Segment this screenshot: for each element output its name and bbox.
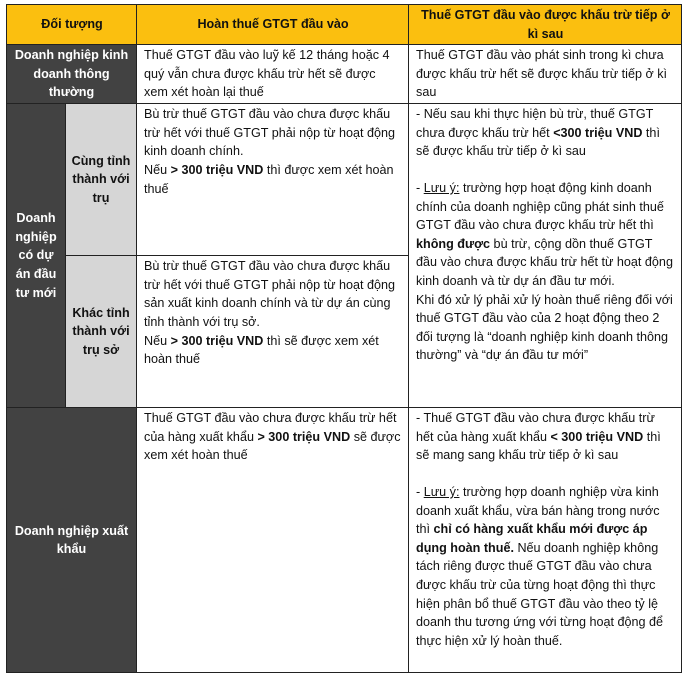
label-other-province: Khác tỉnh thành với trụ sở <box>66 256 137 408</box>
same-province-refund-condition: Nếu > 300 triệu VND thì được xem xét hoàn thuế <box>144 162 394 196</box>
project-carry-p1: - Nếu sau khi thực hiện bù trừ, thuế GTGT chưa được khấu trừ hết <300 triệu VND thì sẽ được khấu trừ tiếp ở kì sau <box>416 107 660 159</box>
project-carry-p3: Khi đó xử lý phải xử lý hoàn thuế riêng đối với thuế GTGT đầu vào của 2 hoạt động theo 2 đối tượng là “doanh nghiệp kinh doanh thông thường” và “dự án đầu tư mới” <box>416 292 673 363</box>
row-project-same-province <box>7 104 682 256</box>
cell-same-province-refund <box>137 104 409 256</box>
label-export-business: Doanh nghiệp xuất khẩu <box>7 408 137 673</box>
cell-export-refund: Thuế GTGT đầu vào chưa được khấu trừ hết của hàng xuất khẩu > 300 triệu VND sẽ được xem xét hoàn thuế <box>137 408 409 673</box>
header-carry-forward: Thuế GTGT đầu vào được khấu trừ tiếp ở kì sau <box>409 5 682 45</box>
header-subject: Đối tượng <box>7 5 137 45</box>
header-row <box>7 5 682 45</box>
project-carry-note: - Lưu ý: trường hợp hoạt động kinh doanh chính của doanh nghiệp cũng phát sinh thuế GTGT đầu vào chưa được khấu trừ hết thì không được bù trừ, cộng dồn thuế GTGT đầu vào chưa được khấu trừ hết từ hoạt động kinh doanh và từ dự án đầu tư mới. <box>416 180 673 288</box>
label-same-province: Cùng tỉnh thành với trụ <box>66 104 137 256</box>
other-province-refund-text: Bù trừ thuế GTGT đầu vào chưa được khấu trừ hết với thuế GTGT phải nộp từ hoạt động sản xuất kinh doanh chính và từ dự án cùng tỉnh thành với trụ sở. <box>144 259 396 329</box>
row-normal-business <box>7 45 682 104</box>
cell-normal-carry: Thuế GTGT đầu vào phát sinh trong kì chưa được khấu trừ hết sẽ được khấu trừ tiếp ở kì sau <box>409 45 682 104</box>
export-carry-note: - Lưu ý: trường hợp doanh nghiệp vừa kinh doanh xuất khẩu, vừa bán hàng trong nước thì chỉ có hàng xuất khẩu mới được áp dụng hoàn thuế. Nếu doanh nghiệp không tách riêng được thuế GTGT đầu vào chưa được khấu trừ của từng hoạt động thì thực hiện phân bổ thuế GTGT đầu vào theo tỷ lệ doanh thu tương ứng với từng hoạt động để thực hiện xử lý hoàn thuế. <box>416 484 663 648</box>
vat-refund-table <box>6 4 682 673</box>
header-refund: Hoàn thuế GTGT đầu vào <box>137 5 409 45</box>
cell-export-carry <box>409 408 682 673</box>
same-province-refund-text: Bù trừ thuế GTGT đầu vào chưa được khấu trừ hết với thuế GTGT phải nộp từ hoạt động kinh doanh chính. <box>144 107 396 159</box>
other-province-refund-condition: Nếu > 300 triệu VND thì sẽ được xem xét hoàn thuế <box>144 333 379 367</box>
label-new-project: Doanh nghiệp có dự án đầu tư mới <box>7 104 66 408</box>
cell-project-carry <box>409 104 682 408</box>
row-export-business <box>7 408 682 673</box>
export-carry-p1: - Thuế GTGT đầu vào chưa được khấu trừ hết của hàng xuất khẩu < 300 triệu VND thì sẽ mang sang khấu trừ tiếp ở kì sau <box>416 411 661 463</box>
cell-other-province-refund <box>137 256 409 408</box>
label-normal-business: Doanh nghiệp kinh doanh thông thường <box>7 45 137 104</box>
cell-normal-refund: Thuế GTGT đầu vào luỹ kế 12 tháng hoặc 4 quý vẫn chưa được khấu trừ hết sẽ được xem xét hoàn lại thuế <box>137 45 409 104</box>
